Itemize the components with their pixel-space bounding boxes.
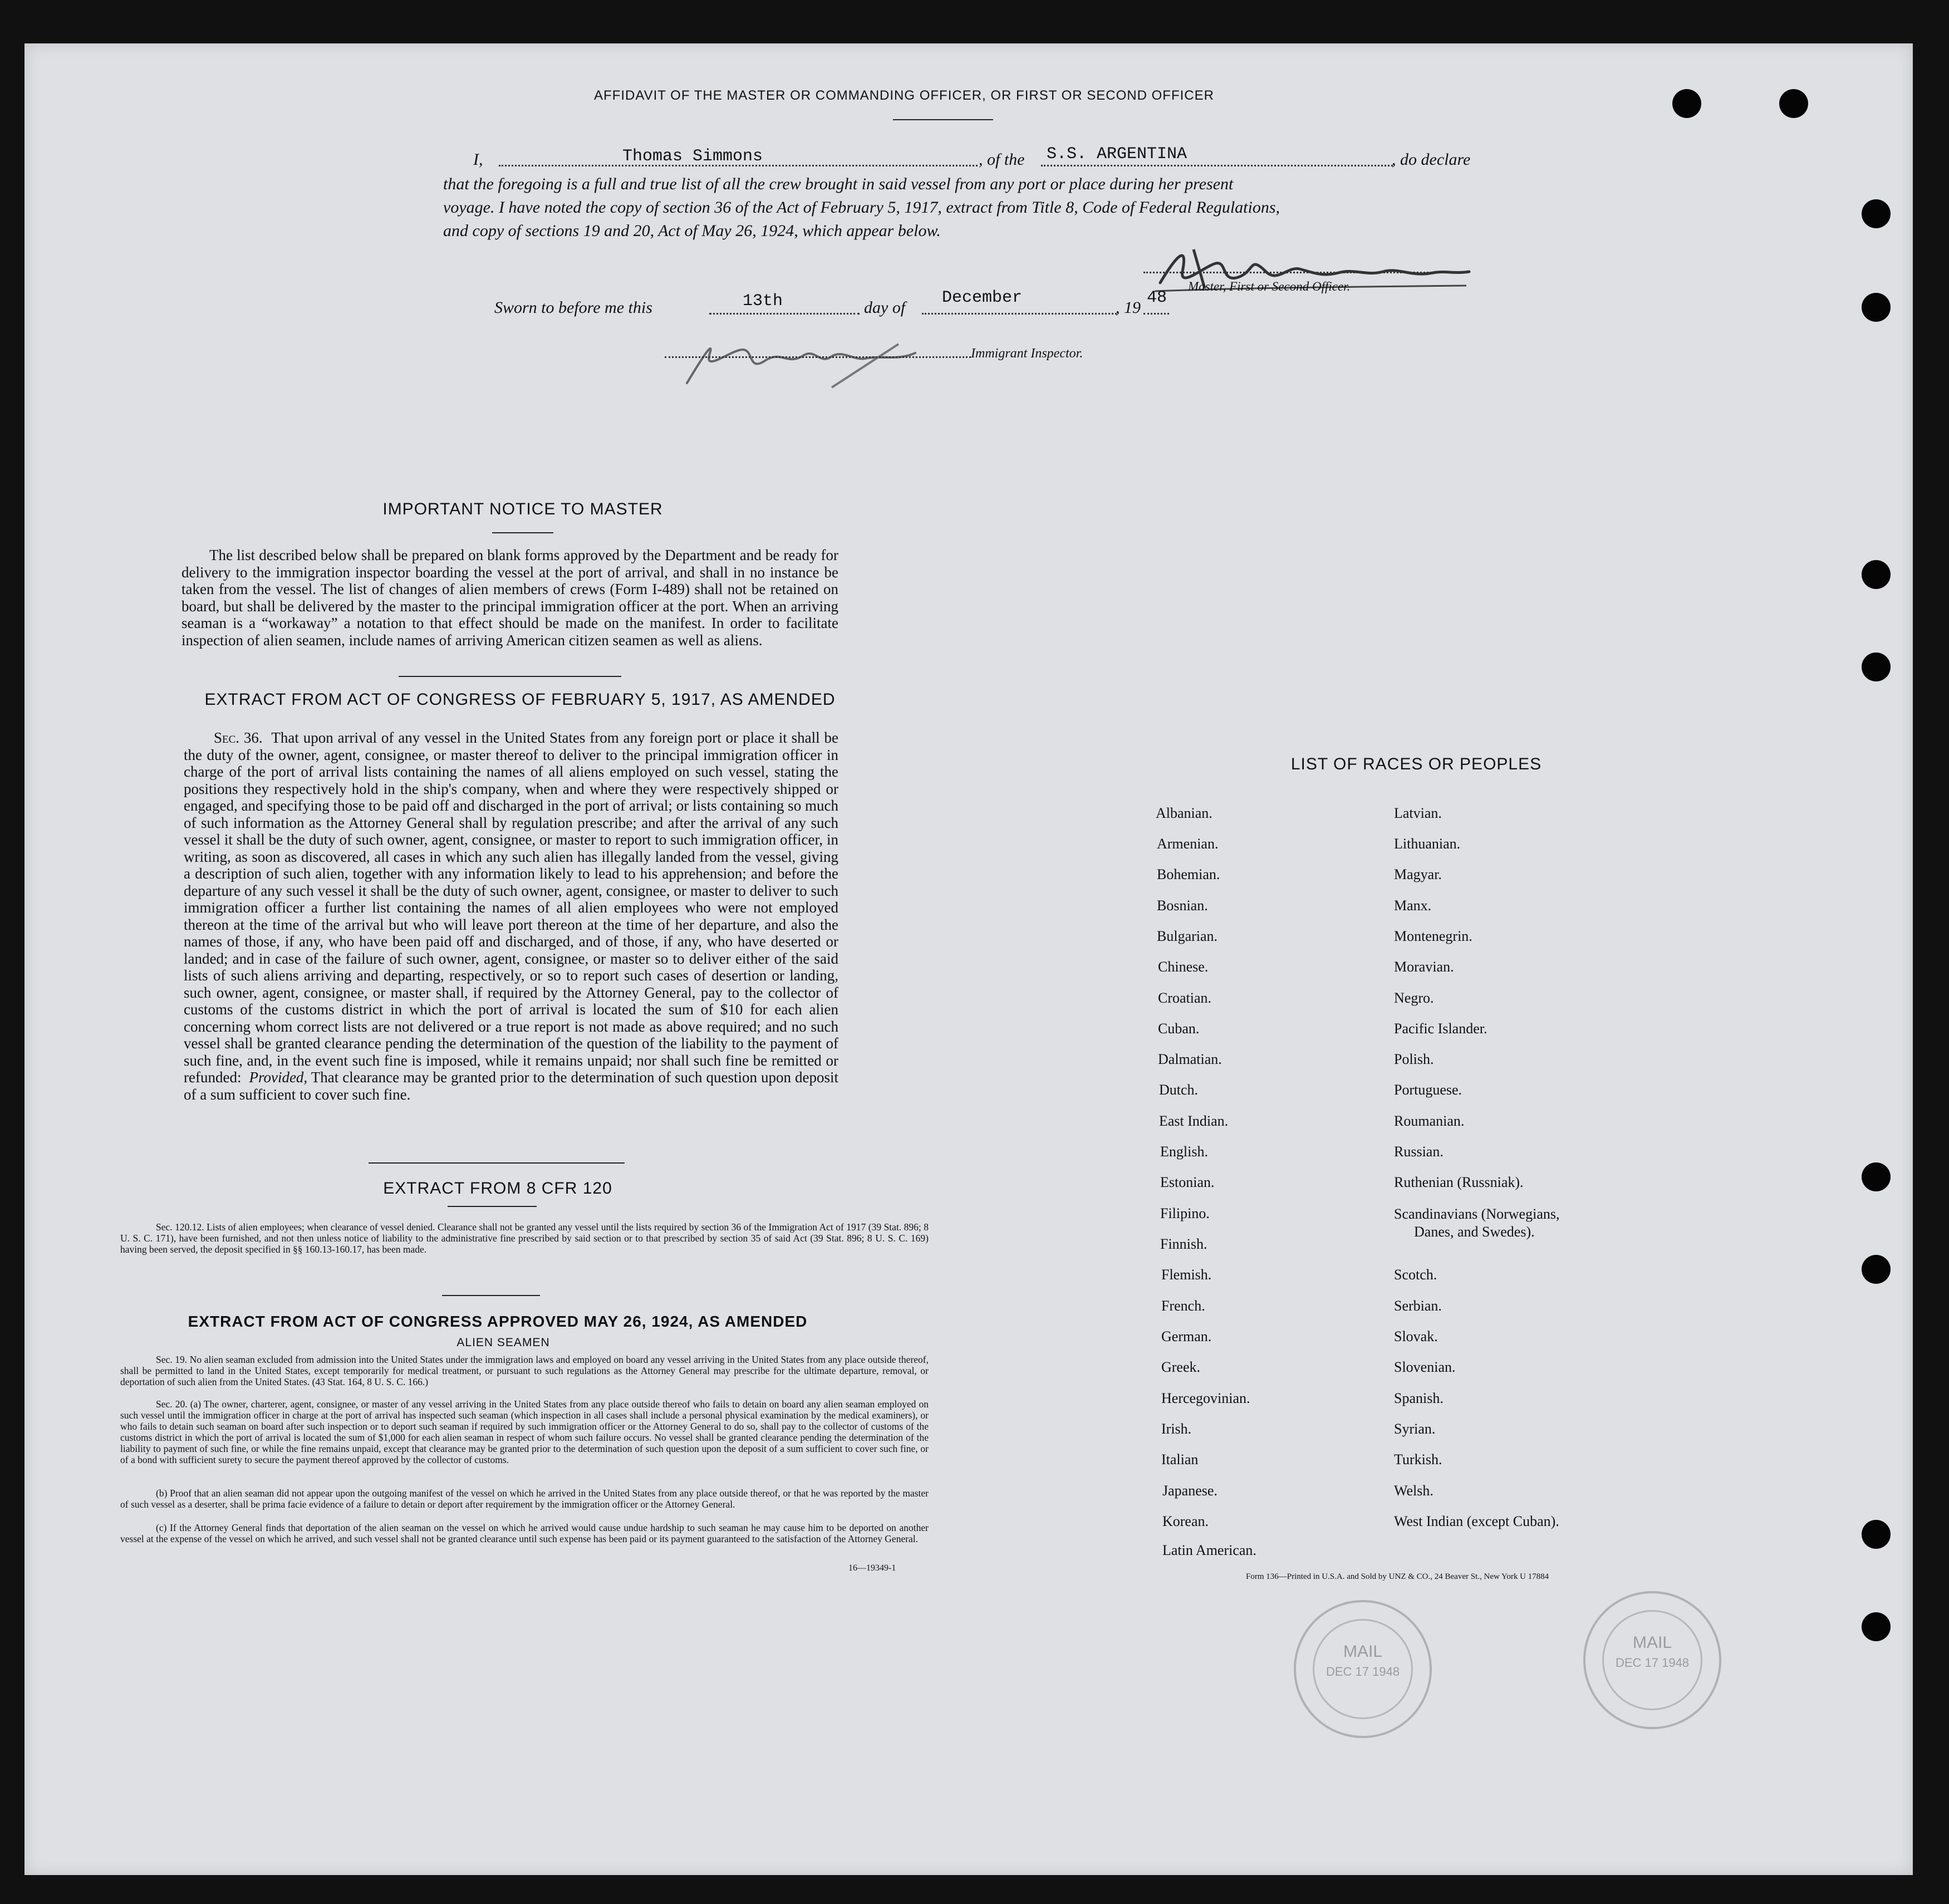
- sec-19-text: Sec. 19. No alien seaman excluded from admission into the United States under the immigration laws and employed on board any vessel arriving in the United States from any place outside thereof, shall be permitted to land in the United States, except temporarily for medical treatment, or pursuant to such regulations as the Attorney General may prescribe for the ultimate departure, removal, or deportation of such alien from the United States. (43 Stat. 164, 8 U. S. C. 166.): [120, 1354, 929, 1387]
- race-item: Ruthenian (Russniak).: [1394, 1174, 1524, 1190]
- race-item: Manx.: [1394, 897, 1432, 914]
- race-item: Hercegovinian.: [1161, 1390, 1250, 1406]
- year-line: [1143, 313, 1169, 315]
- mail-date-stamp: [1583, 1591, 1721, 1729]
- race-item: Japanese.: [1162, 1483, 1217, 1499]
- master-signature-line: [1143, 272, 1455, 273]
- punch-hole: [1862, 652, 1891, 681]
- master-name: Thomas Simmons: [622, 147, 763, 166]
- sworn-month: December: [942, 288, 1023, 307]
- race-item: Bohemian.: [1157, 866, 1220, 882]
- affidavit-line-4: and copy of sections 19 and 20, Act of May 26, 1924, which appear below.: [443, 222, 941, 240]
- race-item: Lithuanian.: [1394, 836, 1461, 852]
- punch-hole: [1862, 1162, 1891, 1191]
- race-item: Estonian.: [1160, 1174, 1215, 1190]
- race-item: Finnish.: [1160, 1236, 1207, 1252]
- divider: [369, 1162, 625, 1164]
- of-the-label: , of the: [979, 150, 1025, 169]
- race-item: Slovak.: [1394, 1328, 1438, 1344]
- vessel-name: S.S. ARGENTINA: [1047, 145, 1187, 164]
- notice-title: IMPORTANT NOTICE TO MASTER: [382, 500, 663, 518]
- race-item: Montenegrin.: [1394, 928, 1472, 944]
- race-item: Scandinavians (Norwegians,: [1394, 1206, 1560, 1222]
- race-item: English.: [1160, 1144, 1208, 1160]
- affidavit-line-3: voyage. I have noted the copy of section 36 of the Act of February 5, 1917, extract from Title 8, Code of Federal Regulations,: [443, 198, 1280, 217]
- punch-hole: [1862, 199, 1891, 228]
- sec-36-label: Sec. 36.: [214, 729, 263, 746]
- race-item: Russian.: [1394, 1144, 1444, 1160]
- year-prefix: , 19: [1116, 298, 1141, 317]
- master-caption: Master, First or Second Officer.: [1188, 279, 1351, 293]
- sworn-month-line: [922, 313, 1117, 315]
- extract-1917-title: EXTRACT FROM ACT OF CONGRESS OF FEBRUARY 5, 1917, AS AMENDED: [204, 690, 836, 709]
- master-signature: [1143, 233, 1477, 305]
- divider: [448, 1206, 537, 1207]
- extract-cfr-body: Sec. 120.12. Lists of alien employees; when clearance of vessel denied. Clearance shall not be granted any vessel until the lists required by section 36 of the Immigration Act of 1917 (39 Stat. 896; 8 U. S. C. 171), have been furnished, and not then unless notice of liability to the administrative fine prescribed by said section or to that prescribed by section 35 of said Act (39 Stat. 896; 8 U. S. C. 169) having been served, the deposit specified in §§ 160.13-160.17, has been made.: [120, 1221, 929, 1255]
- race-item: Serbian.: [1394, 1298, 1442, 1314]
- inspector-signature: [665, 322, 954, 394]
- extract-1924-subtitle: ALIEN SEAMEN: [456, 1336, 550, 1349]
- race-item: French.: [1161, 1298, 1205, 1314]
- race-item: Flemish.: [1161, 1267, 1212, 1283]
- race-item: Roumanian.: [1394, 1113, 1465, 1129]
- stamp-date: DEC 17 1948: [1615, 1656, 1690, 1670]
- i-label: I,: [473, 150, 483, 169]
- race-item: East Indian.: [1159, 1113, 1229, 1129]
- race-item: German.: [1161, 1328, 1212, 1344]
- race-item: Danes, and Swedes).: [1414, 1224, 1535, 1240]
- sworn-day-line: [709, 313, 860, 315]
- print-code: 16—19349-1: [848, 1563, 896, 1573]
- race-item: Spanish.: [1394, 1390, 1444, 1406]
- divider: [442, 1295, 540, 1296]
- race-item: Armenian.: [1157, 836, 1219, 852]
- divider: [399, 676, 621, 677]
- race-item: Bulgarian.: [1157, 928, 1218, 944]
- do-declare-label: , do declare: [1392, 150, 1471, 169]
- race-item: Latin American.: [1162, 1542, 1256, 1558]
- race-item: Slovenian.: [1394, 1359, 1456, 1375]
- race-item: Pacific Islander.: [1394, 1020, 1487, 1037]
- proviso-label: Provided,: [249, 1069, 308, 1086]
- punch-hole: [1779, 89, 1808, 118]
- stamp-mail-label: MAIL: [1632, 1633, 1672, 1652]
- race-item: Cuban.: [1158, 1020, 1200, 1037]
- sworn-label: Sworn to before me this: [494, 298, 652, 317]
- race-item: Latvian.: [1394, 805, 1442, 821]
- extract-cfr-title: EXTRACT FROM 8 CFR 120: [383, 1179, 612, 1198]
- race-item: Dutch.: [1159, 1082, 1199, 1098]
- race-item: West Indian (except Cuban).: [1394, 1513, 1559, 1529]
- race-item: Polish.: [1394, 1051, 1434, 1067]
- inspector-caption: Immigrant Inspector.: [971, 346, 1083, 361]
- punch-hole: [1862, 1255, 1891, 1284]
- sec-20c-text: (c) If the Attorney General finds that deportation of the alien seaman on the vessel on which he arrived would cause undue hardship to such seaman he may cause him to be deported on another vessel at the expense of the vessel on which he arrived, and such vessel shall not be granted clearance until such expense has been paid or its payment guaranteed to the satisfaction of the Attorney General.: [120, 1522, 929, 1544]
- divider: [893, 119, 993, 120]
- form-printer-line: Form 136—Printed in U.S.A. and Sold by UNZ & CO., 24 Beaver St., New York U 17884: [1246, 1572, 1549, 1581]
- sworn-day: 13th: [743, 292, 783, 311]
- affidavit-title: AFFIDAVIT OF THE MASTER OR COMMANDING OFFICER, OR FIRST OR SECOND OFFICER: [594, 88, 1214, 103]
- punch-hole: [1862, 560, 1891, 589]
- affidavit-line-2: that the foregoing is a full and true list of all the crew brought in said vessel from any port or place during her present: [443, 175, 1234, 193]
- extract-1917-body: [184, 729, 838, 1103]
- race-item: Filipino.: [1160, 1205, 1210, 1221]
- race-item: Portuguese.: [1394, 1082, 1462, 1098]
- race-item: Scotch.: [1394, 1267, 1437, 1283]
- notice-body: The list described below shall be prepared on blank forms approved by the Department and be ready for delivery to the immigration inspector boarding the vessel at the port of arrival, and shall in no instance be taken from the vessel. The list of changes of alien members of crews (Form I-489) shall not be retained on board, but shall be delivered by the master to the principal immigration officer at the port. When an arriving seaman is a “workaway” a notation to that effect should be made on the manifest. In order to facilitate inspection of alien seamen, include names of arriving American citizen seamen as well as aliens.: [181, 547, 838, 649]
- race-item: Croatian.: [1158, 990, 1212, 1006]
- race-item: Dalmatian.: [1158, 1051, 1222, 1067]
- race-item: Syrian.: [1394, 1421, 1436, 1437]
- stamp-mail-label: MAIL: [1343, 1642, 1383, 1661]
- race-item: Korean.: [1162, 1513, 1209, 1529]
- race-item: Albanian.: [1156, 805, 1212, 821]
- year-suffix: 48: [1147, 288, 1167, 307]
- sec-20a-text: Sec. 20. (a) The owner, charterer, agent, consignee, or master of any vessel arriving in the United States from any place outside thereof who fails to detain on board any alien seaman employed on such vessel until the immigration officer in charge at the port of arrival has inspected such seaman (which inspection in all cases shall include a personal physical examination by the medical examiners), or who fails to detain such seaman on board after such inspection or to deport such seaman if required by such immigration officer or the Attorney General to do so, shall pay to the collector of customs of the customs district in which the port of arrival is located the sum of $1,000 for each alien seaman in respect of whom such failure occurs. No vessel shall be granted clearance pending the determination of the liability to payment of such fine, or while the fine remains unpaid, except that clearance may be granted prior to the determination of such question upon the deposit of a sum sufficient to cover such fine, or of a bond with sufficient surety to secure the payment thereof approved by the collector of customs.: [120, 1398, 929, 1465]
- mail-date-stamp: [1294, 1600, 1432, 1738]
- race-item: Irish.: [1161, 1421, 1192, 1437]
- vessel-name-line: [1041, 165, 1393, 166]
- race-item: Negro.: [1394, 990, 1434, 1006]
- race-item: Greek.: [1161, 1359, 1201, 1375]
- race-item: Italian: [1161, 1451, 1199, 1468]
- punch-hole: [1672, 89, 1701, 118]
- sec-36-text: That upon arrival of any vessel in the United States from any foreign port or place it shall be the duty of the owner, agent, consignee, or master thereof to deliver to the principal immigration officer in charge of the port of arrival lists containing the names of all aliens employed on such vessel, stating the positions they respectively hold in the ship's company, when and where they were respectively shipped or engaged, and specifying those to be paid off and discharged in the port of arrival; or lists containing so much of such information as the Attorney General shall by regulation prescribe; and after the arrival of any such vessel it shall be the duty of such owner, agent, consignee, or master to report to such immigration officer, in writing, as soon as discovered, all cases in which any such alien has illegally landed from the vessel, giving a description of such alien, together with any information likely to lead to his apprehension; and before the departure of any such vessel it shall be the duty of such owner, agent, consignee, or master to deliver to such immigration officer a further list containing the names of all alien employees who were not employed thereon at the time of the arrival but who will leave port thereon at the time of her departure, and also the names of those, if any, who have been paid off and discharged, and of those, if any, who have deserted or landed; and in case of the failure of such owner, agent, consignee, or master so to deliver either of the said lists of such aliens arriving and departing, respectively, or so to report such cases of desertion or landing, such owner, agent, consignee, or master shall, if required by the Attorney General, pay to the collector of customs of the customs district in which the port of arrival is located the sum of $10 for each alien concerning whom correct lists are not delivered or a true report is not made as above required; and no such vessel shall be granted clearance pending the determination of the question of the liability to the payment of such fine, and, in the event such fine is imposed, while it remains unpaid; nor shall such fine be remitted or refunded:: [184, 729, 839, 1086]
- race-item: Chinese.: [1158, 959, 1209, 975]
- punch-hole: [1862, 1612, 1891, 1641]
- inspector-signature-line: [665, 356, 971, 358]
- race-item: Turkish.: [1394, 1451, 1442, 1468]
- race-item: Magyar.: [1394, 866, 1442, 882]
- extract-1924-title: EXTRACT FROM ACT OF CONGRESS APPROVED MAY 26, 1924, AS AMENDED: [188, 1313, 808, 1330]
- sec-20b-text: (b) Proof that an alien seaman did not appear upon the outgoing manifest of the vessel on which he arrived in the United States from any place outside thereof, or that he was reported by the master of such vessel as a deserter, shall be prima facie evidence of a failure to detain or deport after requirement by the immigration officer or the Attorney General.: [120, 1488, 929, 1510]
- divider: [492, 532, 553, 533]
- day-of-label: day of: [864, 298, 906, 317]
- race-item: Welsh.: [1394, 1483, 1433, 1499]
- race-item: Bosnian.: [1157, 897, 1208, 914]
- punch-hole: [1862, 1520, 1891, 1549]
- document-page: [24, 43, 1913, 1875]
- stamp-date: DEC 17 1948: [1325, 1665, 1400, 1679]
- punch-hole: [1862, 293, 1891, 322]
- proviso-text: That clearance may be granted prior to the determination of such question upon deposit of a sum sufficient to cover such fine.: [184, 1069, 839, 1103]
- races-title: LIST OF RACES OR PEOPLES: [1290, 755, 1542, 773]
- race-item: Moravian.: [1394, 959, 1454, 975]
